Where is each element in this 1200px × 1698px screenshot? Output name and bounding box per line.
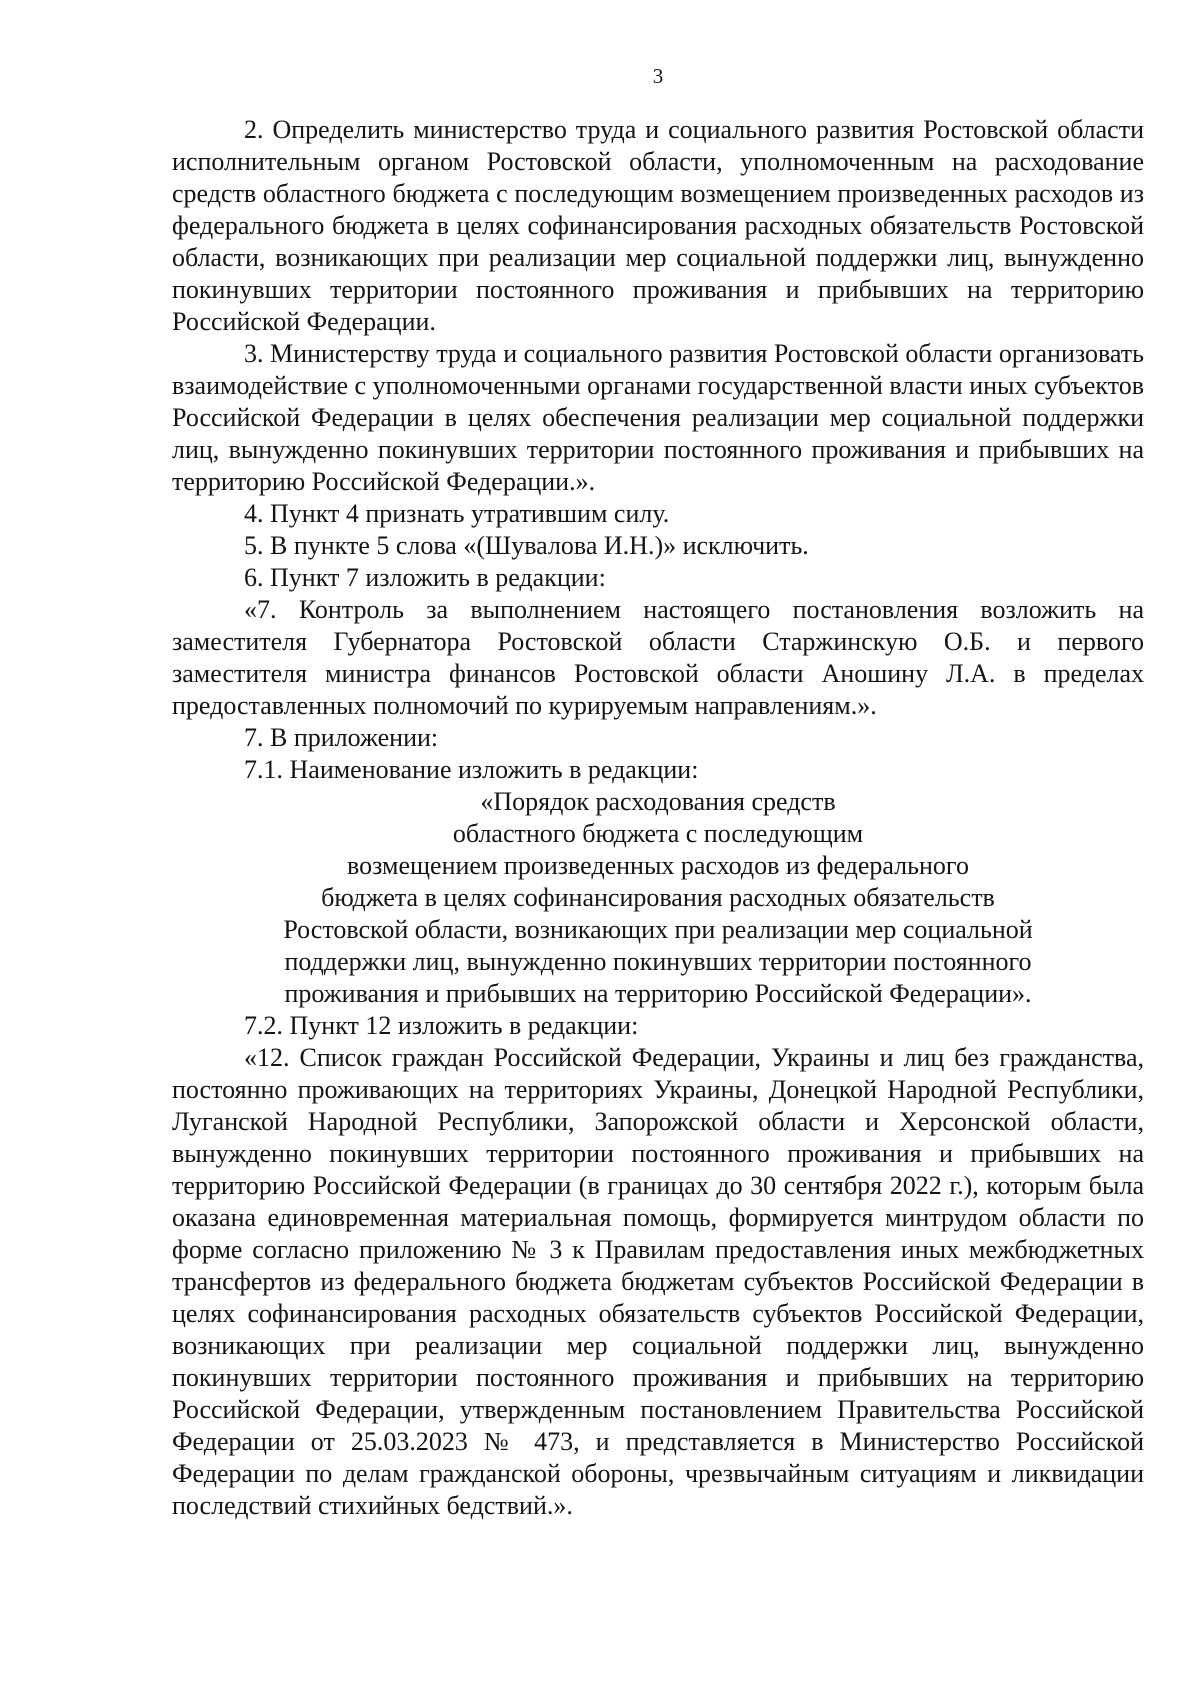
order-title-line: проживания и прибывших на территорию Российской Федерации». <box>284 979 1032 1008</box>
order-title-block <box>172 786 1144 1010</box>
paragraph-12-quote: «12. Список граждан Российской Федерации, Украины и лиц без гражданства, постоянно проживающих на территориях Украины, Донецкой Народной Республики, Луганской Народной Республики, Запорожской области и Херсонской области, вынужденно покинувших территории постоянного проживания и прибывших на территорию Российской Федерации (в границах до 30 сентября 2022 г.), которым была оказана единовременная материальная помощь, формируется минтрудом области по форме согласно приложению № 3 к Правилам предоставления иных межбюджетных трансфертов из федерального бюджета бюджетам субъектов Российской Федерации в целях софинансирования расходных обязательств субъектов Российской Федерации, возникающих при реализации мер социальной поддержки лиц, вынужденно покинувших территории постоянного проживания и прибывших на территорию Российской Федерации, утвержденным постановлением Правительства Российской Федерации от 25.03.2023 № 473, и представляется в Министерство Российской Федерации по делам гражданской обороны, чрезвычайным ситуациям и ликвидации последствий стихийных бедствий.». <box>172 1043 1144 1520</box>
paragraph-7-quote: «7. Контроль за выполнением настоящего постановления возложить на заместителя Губернатора Ростовской области Старжинскую О.Б. и первого заместителя министра финансов Ростовской области Аношину Л.А. в пределах предоставленных полномочий по курируемым направлениям.». <box>172 595 1144 720</box>
paragraph-3: 3. Министерству труда и социального развития Ростовской области организовать взаимодействие с уполномоченными органами государственной власти иных субъектов Российской Федерации в целях обеспечения реализации мер социальной поддержки лиц, вынужденно покинувших территории постоянного проживания и прибывших на территорию Российской Федерации.». <box>172 339 1144 496</box>
order-title-line: «Порядок расходования средств <box>480 787 836 816</box>
document-page <box>172 64 1144 1522</box>
paragraph-7: 7. В приложении: <box>244 723 439 752</box>
order-title-line: Ростовской области, возникающих при реализации мер социальной <box>283 915 1033 944</box>
order-title-line: поддержки лиц, вынужденно покинувших территории постоянного <box>284 947 1032 976</box>
page-number: 3 <box>652 64 664 88</box>
order-title-line: областного бюджета с последующим <box>452 819 864 848</box>
paragraph-4: 4. Пункт 4 признать утратившим силу. <box>244 499 670 528</box>
order-title-line: возмещением произведенных расходов из федерального <box>347 851 969 880</box>
paragraph-5: 5. В пункте 5 слова «(Шувалова И.Н.)» исключить. <box>244 531 809 560</box>
order-title-line: бюджета в целях софинансирования расходных обязательств <box>321 883 995 912</box>
paragraph-7-1: 7.1. Наименование изложить в редакции: <box>244 755 699 784</box>
paragraph-2: 2. Определить министерство труда и социального развития Ростовской области исполнительным органом Ростовской области, уполномоченным на расходование средств областного бюджета с последующим возмещением произведенных расходов из федерального бюджета в целях софинансирования расходных обязательств Ростовской области, возникающих при реализации мер социальной поддержки лиц, вынужденно покинувших территории постоянного проживания и прибывших на территорию Российской Федерации. <box>172 115 1144 336</box>
paragraph-7-2: 7.2. Пункт 12 изложить в редакции: <box>244 1011 639 1040</box>
paragraph-6: 6. Пункт 7 изложить в редакции: <box>244 563 606 592</box>
